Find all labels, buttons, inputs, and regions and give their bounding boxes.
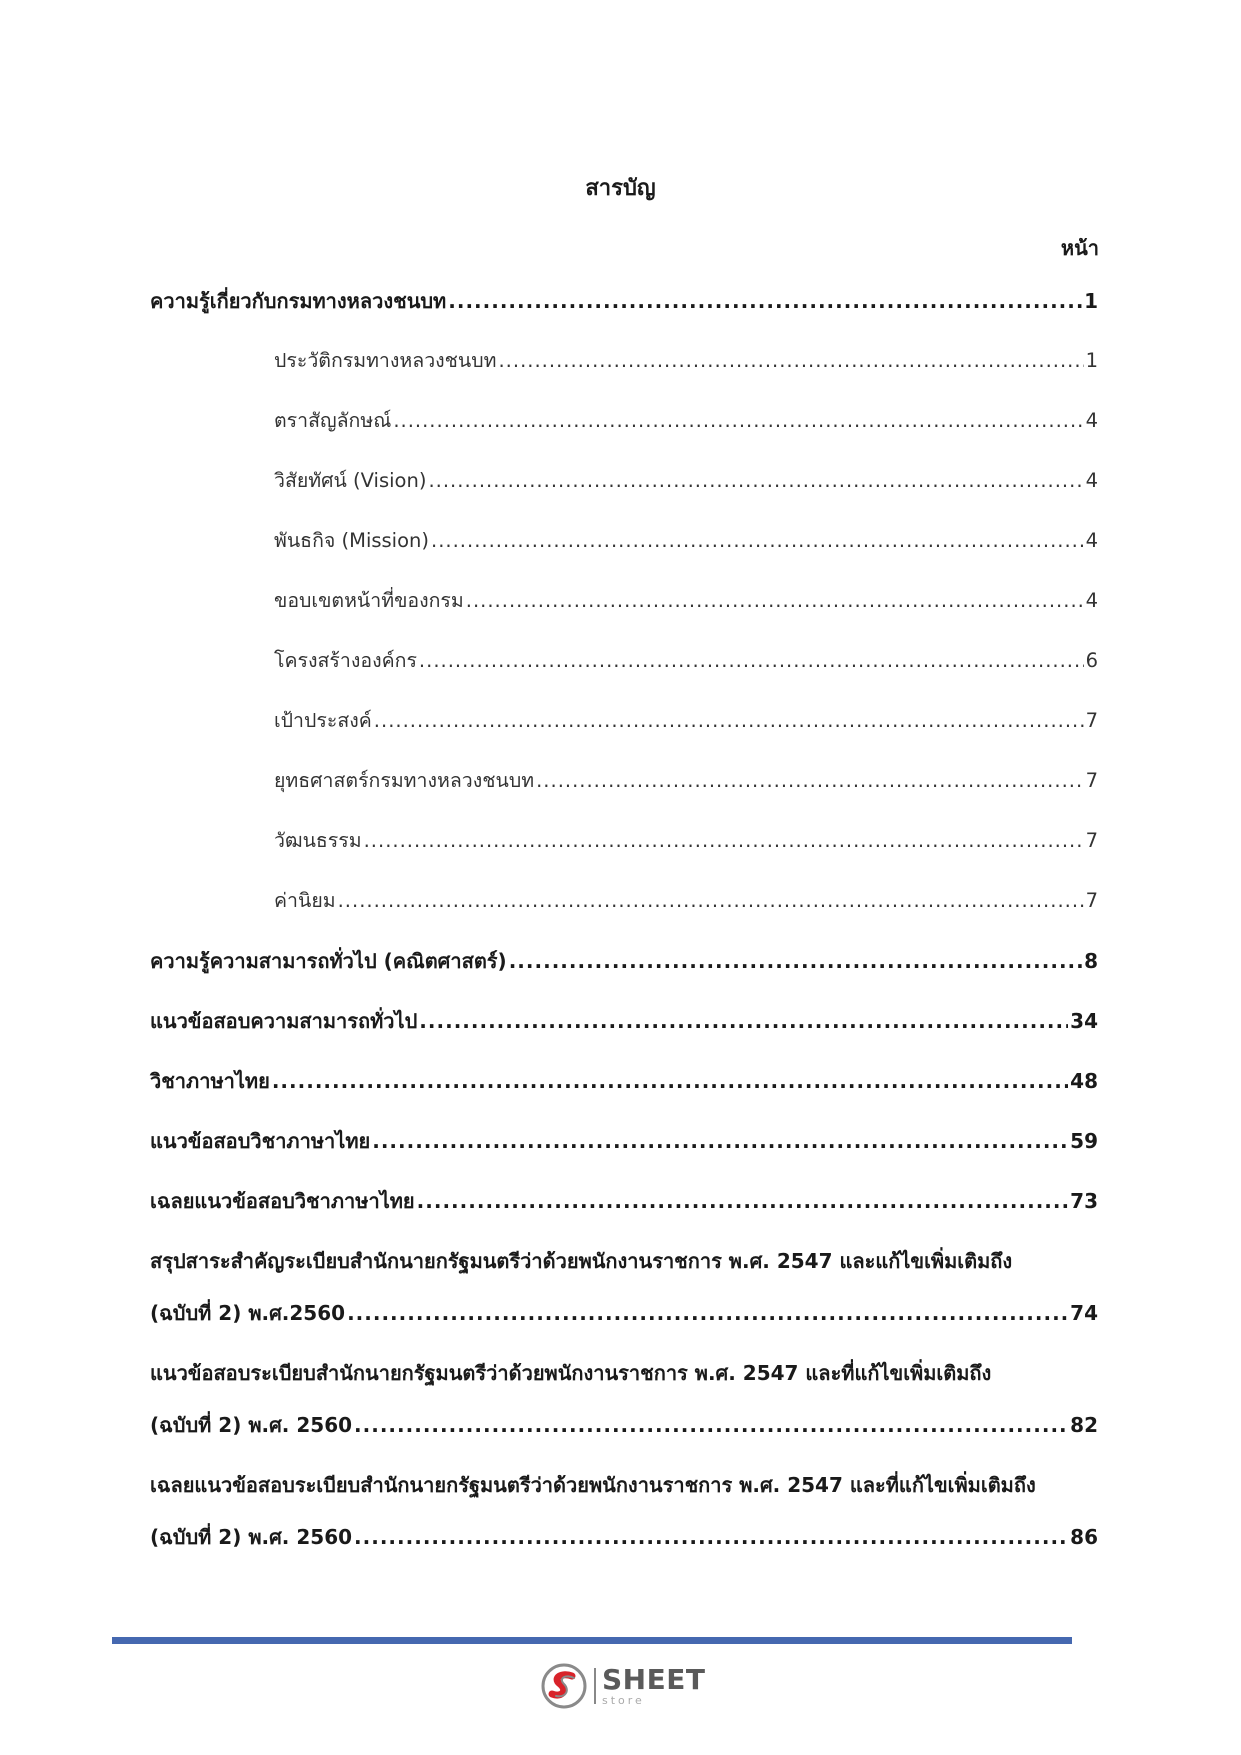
toc-entry[interactable] bbox=[150, 348, 1098, 374]
toc-entry[interactable] bbox=[150, 708, 1098, 734]
toc-entry[interactable] bbox=[150, 288, 1098, 314]
toc-entry-title: แนวข้อสอบความสามารถทั่วไป bbox=[150, 1009, 418, 1033]
toc-entry[interactable] bbox=[150, 408, 1098, 434]
toc-entry-title: ความรู้ความสามารถทั่วไป (คณิตศาสตร์) bbox=[150, 949, 507, 973]
dot-leader bbox=[536, 768, 1083, 794]
toc-entry[interactable] bbox=[150, 1248, 1098, 1326]
toc-entry-page-number: 86 bbox=[1070, 1525, 1098, 1549]
page-title: สารบัญ bbox=[585, 176, 656, 201]
dot-leader bbox=[347, 1300, 1068, 1326]
toc-entry-page-number: 74 bbox=[1070, 1301, 1098, 1325]
toc-entry-page-number: 7 bbox=[1085, 709, 1098, 732]
logo-subtext: store bbox=[602, 1694, 645, 1707]
dot-leader bbox=[372, 1128, 1068, 1154]
toc-entry-title: (ฉบับที่ 2) พ.ศ. 2560 bbox=[150, 1413, 353, 1437]
dot-leader bbox=[364, 828, 1084, 854]
toc-entry-page-number: 4 bbox=[1085, 589, 1098, 612]
toc-entry-page-number: 73 bbox=[1070, 1189, 1098, 1213]
toc-entry-page-number: 4 bbox=[1085, 529, 1098, 552]
toc-entry-page-number: 7 bbox=[1085, 829, 1098, 852]
dot-leader bbox=[417, 1188, 1069, 1214]
toc-entry[interactable] bbox=[150, 1188, 1098, 1214]
toc-entry-title: (ฉบับที่ 2) พ.ศ. 2560 bbox=[150, 1525, 353, 1549]
dot-leader bbox=[466, 588, 1084, 614]
toc-entry-page-number: 7 bbox=[1085, 889, 1098, 912]
dot-leader bbox=[498, 348, 1083, 374]
toc-entry[interactable] bbox=[150, 1472, 1098, 1550]
toc-entry-title-line: แนวข้อสอบระเบียบสำนักนายกรัฐมนตรีว่าด้วยพนักงานราชการ พ.ศ. 2547 และที่แก้ไขเพิ่มเติมถึง bbox=[150, 1361, 992, 1385]
dot-leader bbox=[431, 528, 1084, 554]
dot-leader bbox=[354, 1524, 1068, 1550]
toc-entry[interactable] bbox=[150, 468, 1098, 494]
dot-leader bbox=[338, 888, 1084, 914]
table-of-contents bbox=[150, 288, 1098, 1584]
toc-entry-title-line: สรุปสาระสำคัญระเบียบสำนักนายกรัฐมนตรีว่าด้วยพนักงานราชการ พ.ศ. 2547 และแก้ไขเพิ่มเติมถึง bbox=[150, 1249, 1013, 1273]
toc-entry[interactable] bbox=[150, 948, 1098, 974]
toc-entry-title: ยุทธศาสตร์กรมทางหลวงชนบท bbox=[274, 769, 535, 792]
toc-entry-title-line: เฉลยแนวข้อสอบระเบียบสำนักนายกรัฐมนตรีว่าด้วยพนักงานราชการ พ.ศ. 2547 และที่แก้ไขเพิ่มเติมถึง bbox=[150, 1473, 1036, 1497]
toc-entry-page-number: 6 bbox=[1085, 649, 1098, 672]
toc-entry-page-number: 1 bbox=[1085, 349, 1098, 372]
dot-leader bbox=[419, 1008, 1068, 1034]
toc-entry[interactable] bbox=[150, 588, 1098, 614]
toc-entry-page-number: 4 bbox=[1085, 469, 1098, 492]
sheet-store-logo bbox=[540, 1662, 705, 1710]
toc-entry[interactable] bbox=[150, 1128, 1098, 1154]
toc-entry-title: วิสัยทัศน์ (Vision) bbox=[274, 469, 427, 492]
toc-entry-page-number: 48 bbox=[1070, 1069, 1098, 1093]
toc-entry-page-number: 7 bbox=[1085, 769, 1098, 792]
dot-leader bbox=[393, 408, 1083, 434]
dot-leader bbox=[428, 468, 1083, 494]
dot-leader bbox=[354, 1412, 1068, 1438]
toc-entry[interactable] bbox=[150, 888, 1098, 914]
toc-entry-page-number: 4 bbox=[1085, 409, 1098, 432]
logo-divider bbox=[594, 1668, 596, 1704]
toc-entry-title: เฉลยแนวข้อสอบวิชาภาษาไทย bbox=[150, 1189, 415, 1213]
toc-entry[interactable] bbox=[150, 1068, 1098, 1094]
toc-entry-title: (ฉบับที่ 2) พ.ศ.2560 bbox=[150, 1301, 346, 1325]
dot-leader bbox=[374, 708, 1084, 734]
toc-entry-page-number: 59 bbox=[1070, 1129, 1098, 1153]
toc-entry-title: ขอบเขตหน้าที่ของกรม bbox=[274, 589, 464, 612]
toc-entry-title: แนวข้อสอบวิชาภาษาไทย bbox=[150, 1129, 371, 1153]
toc-entry-page-number: 82 bbox=[1070, 1413, 1098, 1437]
toc-entry-page-number: 34 bbox=[1070, 1009, 1098, 1033]
logo-wordmark: SHEET bbox=[602, 1663, 706, 1696]
toc-entry-title: วิชาภาษาไทย bbox=[150, 1069, 270, 1093]
toc-entry-title: เป้าประสงค์ bbox=[274, 709, 372, 732]
toc-entry[interactable] bbox=[150, 1360, 1098, 1438]
toc-entry[interactable] bbox=[150, 828, 1098, 854]
dot-leader bbox=[509, 948, 1082, 974]
toc-entry-page-number: 8 bbox=[1084, 949, 1098, 973]
toc-entry[interactable] bbox=[150, 768, 1098, 794]
toc-entry[interactable] bbox=[150, 648, 1098, 674]
toc-entry-title: โครงสร้างองค์กร bbox=[274, 649, 417, 672]
toc-entry[interactable] bbox=[150, 1008, 1098, 1034]
toc-entry-title: พันธกิจ (Mission) bbox=[274, 529, 430, 552]
toc-entry-title: ตราสัญลักษณ์ bbox=[274, 409, 392, 432]
footer-divider bbox=[112, 1637, 1072, 1644]
toc-entry-title: ประวัติกรมทางหลวงชนบท bbox=[274, 349, 497, 372]
dot-leader bbox=[272, 1068, 1068, 1094]
dot-leader bbox=[448, 288, 1082, 314]
toc-entry-title: ความรู้เกี่ยวกับกรมทางหลวงชนบท bbox=[150, 289, 447, 313]
sheet-store-s-icon bbox=[540, 1662, 588, 1710]
toc-entry-title: ค่านิยม bbox=[274, 889, 336, 912]
toc-entry-title: วัฒนธรรม bbox=[274, 829, 362, 852]
toc-entry[interactable] bbox=[150, 528, 1098, 554]
toc-entry-page-number: 1 bbox=[1084, 289, 1098, 313]
dot-leader bbox=[419, 648, 1084, 674]
page-column-heading: หน้า bbox=[1060, 236, 1099, 260]
